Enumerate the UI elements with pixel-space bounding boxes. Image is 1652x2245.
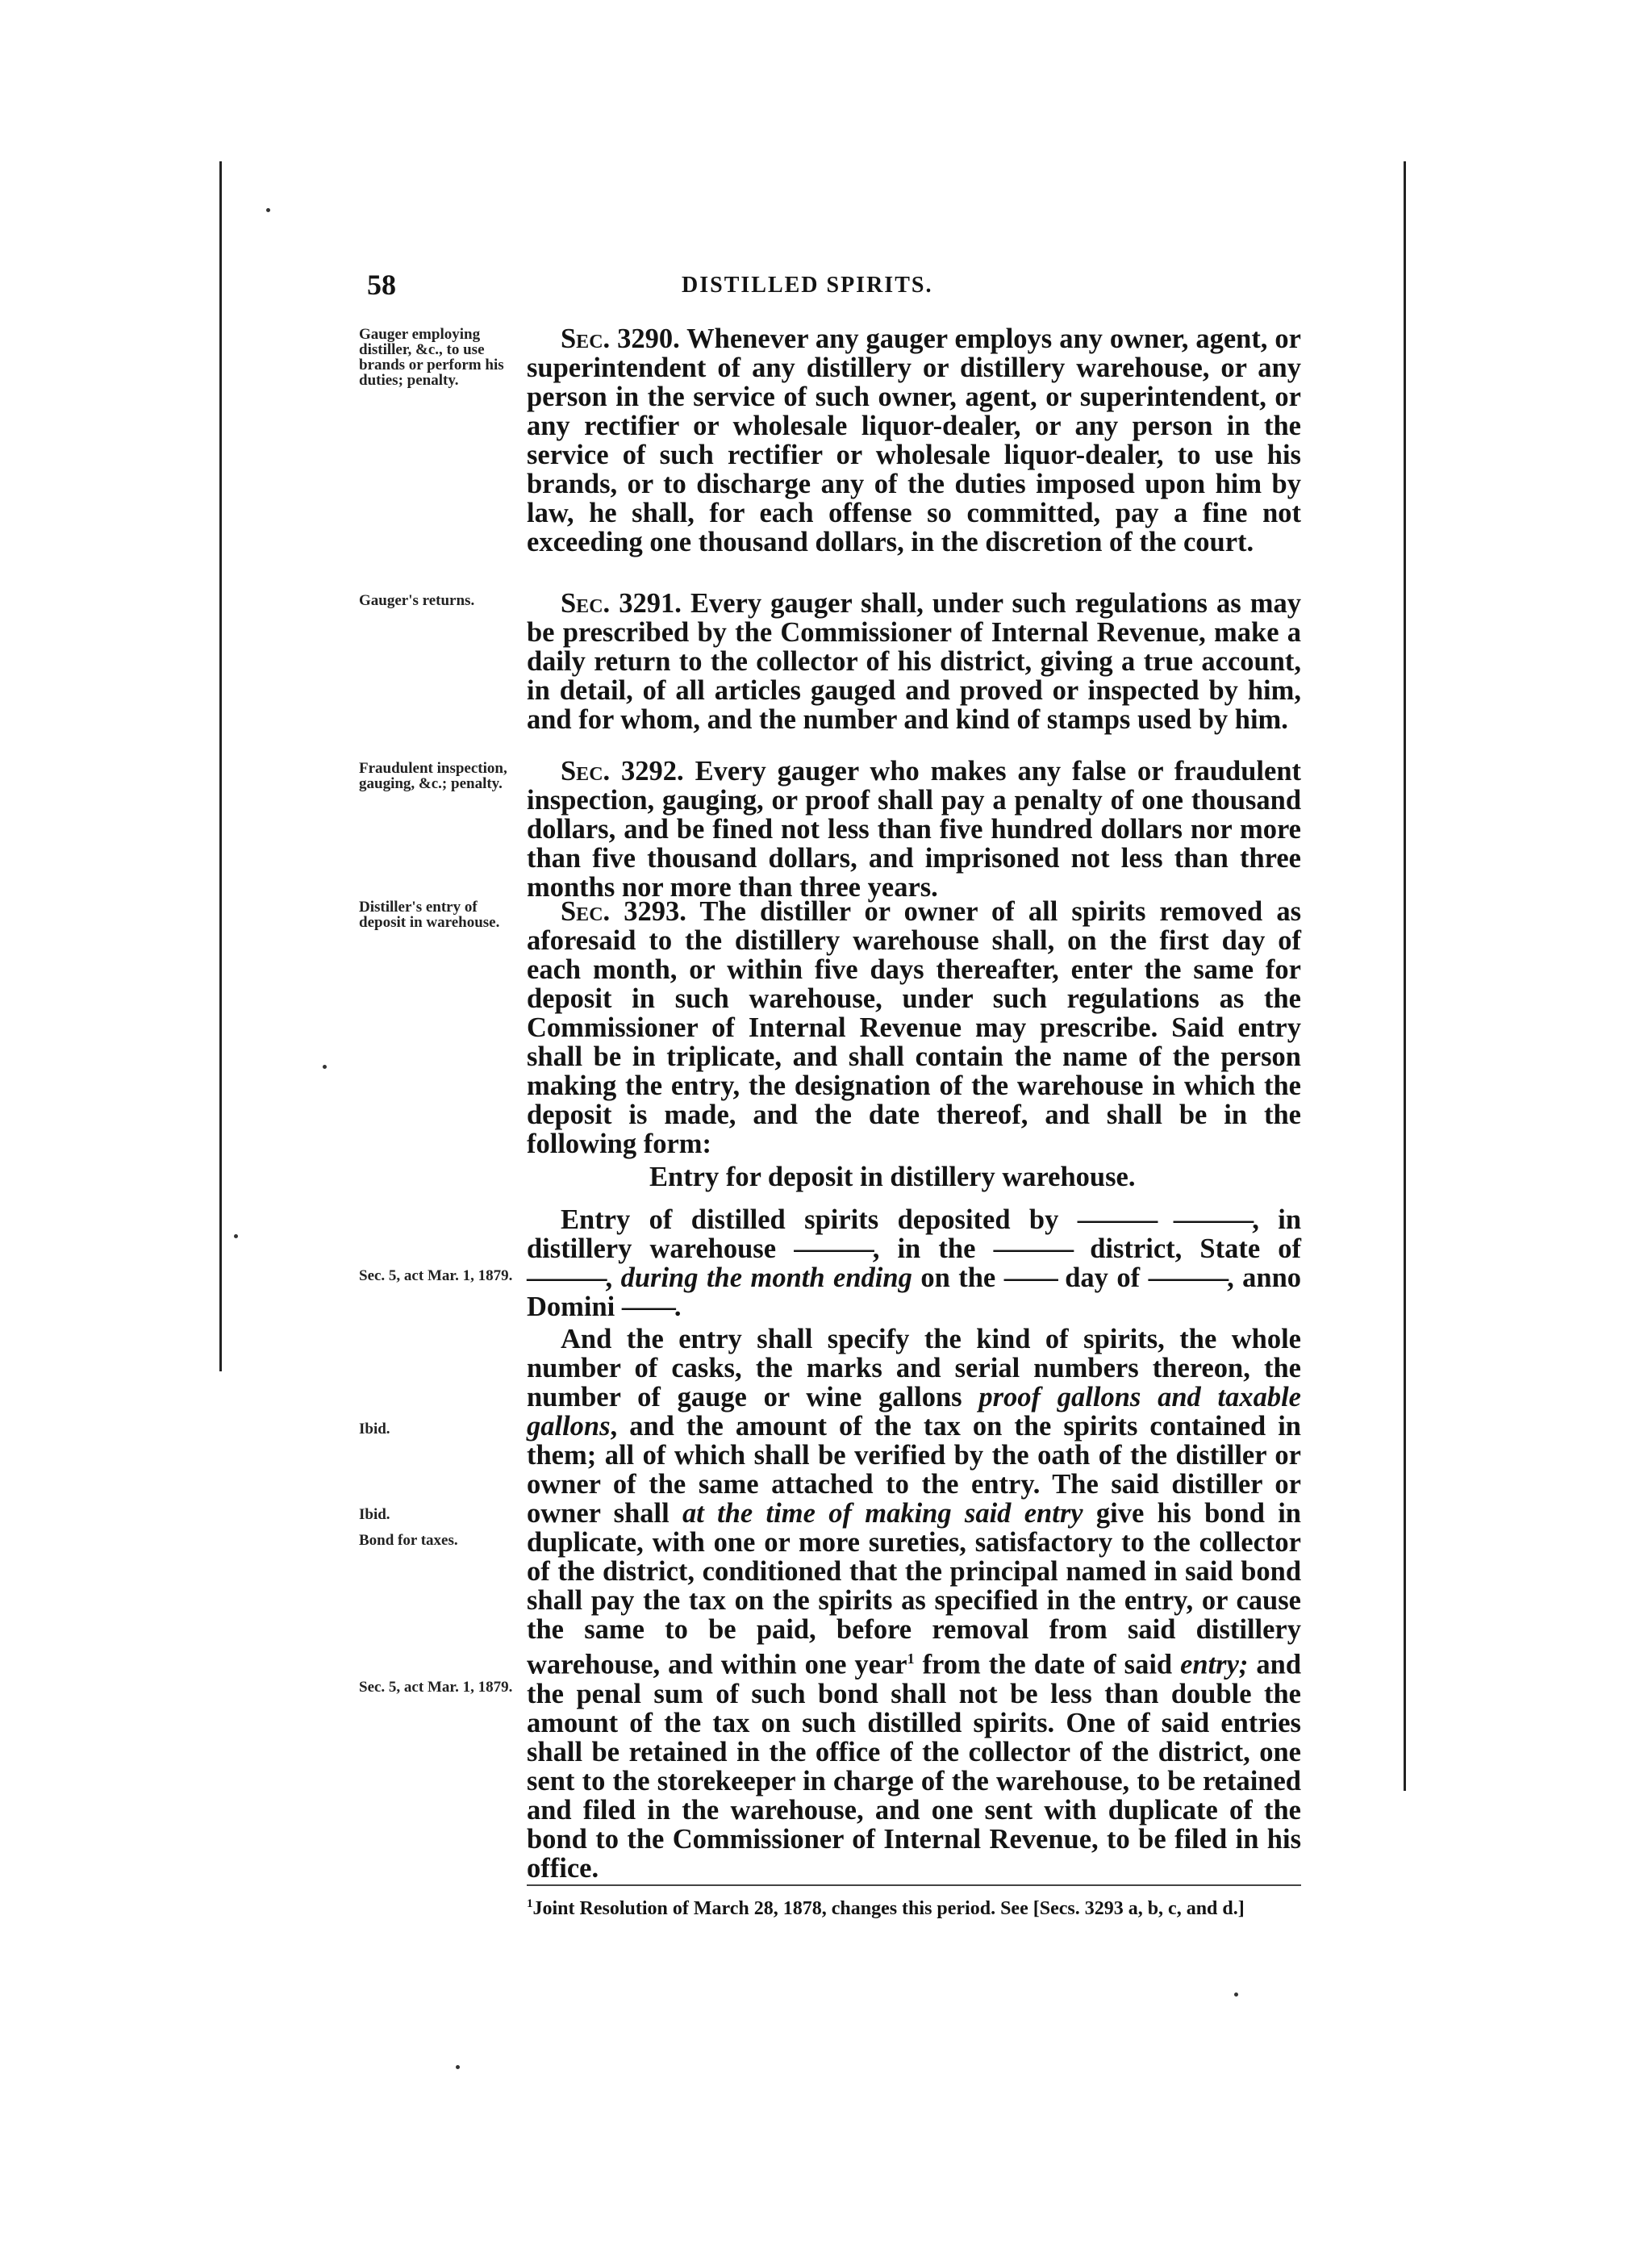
form-text: . — [674, 1292, 682, 1322]
form-text: , — [605, 1262, 613, 1293]
footnote-mark: 1 — [527, 1897, 533, 1910]
blank-line: —— — [621, 1292, 674, 1322]
blank-line: —— — [1003, 1262, 1057, 1293]
paragraph-text-italic: at the time of making said entry — [682, 1498, 1083, 1529]
section-3293 — [527, 897, 1301, 1158]
margin-note-act-1879: Sec. 5, act Mar. 1, 1879. — [359, 1267, 513, 1284]
left-margin-rule — [219, 161, 222, 1371]
margin-note-ibid: Ibid. — [359, 1421, 390, 1438]
paragraph-text-italic: proof gallons and taxable gallons — [527, 1382, 1301, 1442]
footnote — [527, 1892, 1301, 1921]
form-title: Entry for deposit in distillery warehouse. — [649, 1162, 1136, 1192]
running-title: DISTILLED SPIRITS. — [682, 273, 933, 298]
paragraph-text: from the date of said — [922, 1649, 1173, 1680]
scan-speck — [234, 1234, 238, 1238]
margin-note-act-1879: Sec. 5, act Mar. 1, 1879. — [359, 1679, 513, 1696]
footnote-reference: 1 — [907, 1650, 915, 1667]
blank-line: ——— — [527, 1262, 606, 1293]
blank-line: ——— ——— — [1077, 1204, 1253, 1235]
document-page — [359, 0, 1323, 2245]
section-3290 — [527, 324, 1301, 557]
margin-note-ibid: Ibid. — [359, 1506, 390, 1523]
form-text: day of — [1065, 1262, 1141, 1293]
section-text: Whenever any gauger employs any owner, agent, or superintendent of any distillery or distillery warehouse, or any person in the service of such owner, agent, or superintendent, or any rectifier or wholesale liquor-dealer, or any person in the service of such rectifier or wholesale liquor-dealer, to use his brands, or to discharge any of the duties imposed upon him by law, he shall, for each offense so committed, pay a fine not exceeding one thousand dollars, in the discretion of the court. — [527, 323, 1301, 557]
margin-note-bond: Bond for taxes. — [359, 1532, 458, 1549]
paragraph-text: , and the amount of the tax on the spirits contained in them; all of which shall be verified by the oath of the distiller or owner of the same attached to the entry. The said distiller or owner shall — [527, 1411, 1301, 1529]
entry-specification-paragraph — [527, 1325, 1301, 1883]
footnote-text: Joint Resolution of March 28, 1878, changes this period. See [Secs. 3293 a, b, c, and d.] — [532, 1898, 1245, 1919]
section-3291 — [527, 589, 1301, 734]
paragraph-text-italic: entry; — [1180, 1649, 1249, 1680]
form-text: , in distillery warehouse — [527, 1204, 1302, 1264]
blank-line: ——— — [1148, 1262, 1228, 1293]
paragraph-text: And the entry shall specify the kind of spirits, the whole number of casks, the marks and serial numbers thereon, the number of gauge or wine gallons — [527, 1324, 1301, 1413]
page-header — [359, 268, 1323, 308]
right-margin-rule — [1404, 161, 1406, 1791]
section-3292 — [527, 757, 1301, 902]
form-text: Entry of distilled spirits deposited by — [561, 1204, 1059, 1235]
section-text: Every gauger shall, under such regulations as may be prescribed by the Commissioner of Internal Revenue, make a daily return to the collector of his district, giving a true account, in detail, of all articles gauged and proved or inspected by him, and for whom, and the number and kind of stamps used by him. — [527, 588, 1301, 735]
section-label: Sec. 3291. — [561, 588, 682, 619]
paragraph-text: and the penal sum of such bond shall not be less than double the amount of the tax on such distilled spirits. One of said entries shall be retained in the office of the collector of the district, one sent to the storekeeper in charge of the warehouse, to be retained and filed in the warehouse, and one sent with duplicate of the bond to the Commissioner of Internal Revenue, to be filed in his office. — [527, 1649, 1302, 1884]
margin-note-3293: Distiller's entry of deposit in warehouse. — [359, 899, 500, 931]
form-text: on the — [920, 1262, 996, 1293]
blank-line: ——— — [794, 1233, 873, 1264]
section-text: Every gauger who makes any false or fraudulent inspection, gauging, or proof shall pay a penalty of one thousand dollars, and be fined not less than five hundred dollars nor more than five thousand dollars, and imprisoned not less than three months nor more than three years. — [527, 756, 1301, 903]
form-text-italic: during the month ending — [620, 1262, 912, 1293]
scan-speck — [266, 208, 270, 212]
margin-note-3292: Fraudulent inspection, gauging, &c.; penalty. — [359, 760, 507, 792]
section-text: The distiller or owner of all spirits removed as aforesaid to the distillery warehouse shall, on the first day of each month, or within five days thereafter, enter the same for deposit in such warehouse, under such regulations as the Commissioner of Internal Revenue may prescribe. Said entry shall be in triplicate, and shall contain the name of the person making the entry, the designation of the warehouse in which the deposit is made, and the date thereof, and shall be in the following form: — [527, 896, 1301, 1159]
form-text: , in the — [872, 1233, 976, 1264]
page-number: 58 — [367, 269, 396, 301]
section-label: Sec. 3292. — [561, 756, 684, 787]
blank-line: ——— — [993, 1233, 1073, 1264]
margin-note-3291: Gauger's returns. — [359, 592, 475, 609]
section-label: Sec. 3290. — [561, 323, 680, 354]
paragraph-text: give his bond in duplicate, with one or more sureties, satisfactory to the collector of the district, conditioned that the principal named in said bond shall pay the tax on the spirits as specified in the entry, or cause the same to be paid, before removal from said distillery warehouse, and within one year — [527, 1498, 1301, 1680]
form-text: district, State of — [1090, 1233, 1302, 1264]
footnote-divider — [527, 1884, 1301, 1886]
form-text: , anno Domini — [527, 1262, 1302, 1322]
form-entry-text — [527, 1205, 1301, 1321]
margin-note-3290: Gauger employing distiller, &c., to use brands or perform his duties; penalty. — [359, 326, 504, 389]
section-label: Sec. 3293. — [561, 896, 686, 927]
scan-speck — [323, 1065, 327, 1069]
